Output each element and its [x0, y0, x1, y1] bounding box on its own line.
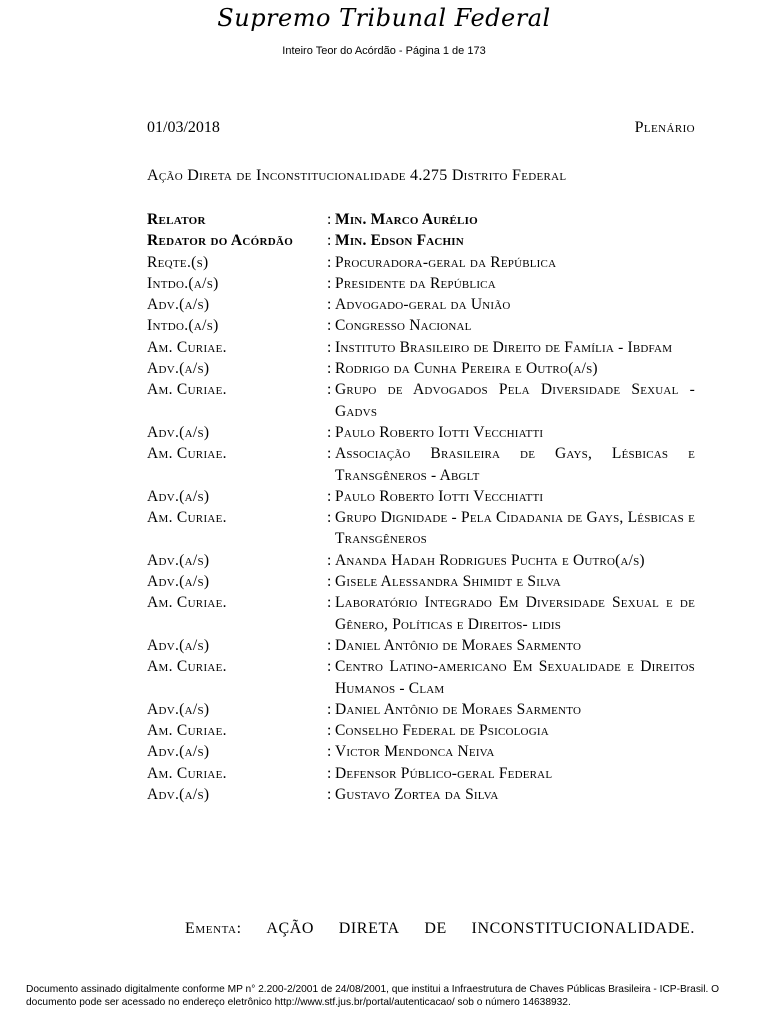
party-row — [147, 252, 695, 273]
party-separator: : — [327, 211, 332, 228]
party-role: Am. Curiae. — [147, 381, 227, 399]
footer-line: Documento assinado digitalmente conforme MP n° 2.200-2/2001 de 24/08/2001, que institui a Infraestrutura de Chaves Públicas Brasileira - ICP-Brasil. O — [26, 984, 720, 995]
party-role: Adv.(a/s) — [147, 700, 210, 718]
party-name: Victor Mendonca Neiva — [335, 743, 495, 761]
party-role: Adv.(a/s) — [147, 743, 210, 761]
party-row — [147, 294, 695, 315]
party-separator: : — [327, 786, 332, 804]
party-role: Am. Curiae. — [147, 764, 227, 782]
court-name-header: Supremo Tribunal Federal — [217, 4, 551, 32]
ementa-word: AÇÃO — [266, 920, 315, 937]
party-name: Conselho Federal de Psicologia — [335, 722, 549, 740]
party-separator: : — [327, 317, 332, 335]
party-row — [147, 358, 695, 379]
parties-list — [147, 209, 695, 805]
decision-date: 01/03/2018 — [147, 119, 220, 136]
party-role: Reqte.(s) — [147, 253, 209, 271]
party-name: Rodrigo da Cunha Pereira e Outro(a/s) — [335, 360, 598, 378]
party-role: Intdo.(a/s) — [147, 317, 219, 335]
party-separator: : — [327, 722, 332, 740]
party-separator: : — [327, 253, 332, 271]
page-info: Inteiro Teor do Acórdão - Página 1 de 173 — [282, 45, 486, 57]
party-name: Centro Latino-americano Em Sexualidade e Direitos Humanos - Clam — [335, 658, 695, 697]
party-role: Am. Curiae. — [147, 338, 227, 356]
party-name: Grupo Dignidade - Pela Cidadania de Gays, Lésbicas e Transgêneros — [335, 509, 695, 548]
party-separator: : — [327, 487, 332, 505]
party-name: Instituto Brasileiro de Direito de Família - Ibdfam — [335, 338, 673, 356]
party-separator: : — [327, 381, 332, 399]
party-name: Procuradora-geral da República — [335, 253, 557, 271]
party-name: Associação Brasileira de Gays, Lésbicas e Transgêneros - Abglt — [335, 445, 695, 484]
party-row — [147, 656, 695, 699]
party-separator: : — [327, 274, 332, 292]
footer-line: documento pode ser acessado no endereço eletrônico http://www.stf.jus.br/portal/autenticacao/ sob o número 14638932. — [26, 997, 571, 1008]
ementa-word: DE — [424, 920, 447, 937]
party-name: Paulo Roberto Iotti Vecchiatti — [335, 487, 544, 505]
party-separator: : — [327, 700, 332, 718]
ementa-label: Ementa: — [185, 920, 242, 937]
party-role: Adv.(a/s) — [147, 423, 210, 441]
party-row — [147, 337, 695, 358]
party-name: Congresso Nacional — [335, 317, 472, 335]
party-name: Min. Edson Fachin — [335, 232, 464, 250]
party-separator: : — [327, 658, 332, 676]
party-name: Paulo Roberto Iotti Vecchiatti — [335, 423, 544, 441]
party-role: Adv.(a/s) — [147, 360, 210, 378]
party-row — [147, 571, 695, 592]
party-row — [147, 422, 695, 443]
party-row — [147, 486, 695, 507]
party-name: Laboratório Integrado Em Diversidade Sexual e de Gênero, Políticas e Direitos- lidis — [335, 594, 695, 633]
party-role: Adv.(a/s) — [147, 573, 210, 591]
party-row — [147, 763, 695, 784]
party-name: Daniel Antônio de Moraes Sarmento — [335, 700, 582, 718]
party-separator: : — [327, 296, 332, 314]
party-row — [147, 507, 695, 550]
party-row — [147, 592, 695, 635]
party-row — [147, 230, 695, 251]
party-name: Grupo de Advogados Pela Diversidade Sexual - Gadvs — [335, 381, 695, 420]
party-separator: : — [327, 764, 332, 782]
party-row — [147, 209, 695, 230]
party-role: Redator do Acórdão — [147, 232, 294, 250]
party-separator: : — [327, 360, 332, 378]
party-separator: : — [327, 551, 332, 569]
party-separator: : — [327, 594, 332, 612]
party-role: Am. Curiae. — [147, 509, 227, 527]
party-name: Ananda Hadah Rodrigues Puchta e Outro(a/s) — [335, 551, 645, 569]
party-role: Adv.(a/s) — [147, 551, 210, 569]
ementa-word: INCONSTITUCIONALIDADE. — [471, 920, 695, 937]
party-row — [147, 784, 695, 805]
party-role: Am. Curiae. — [147, 722, 227, 740]
party-separator: : — [327, 509, 332, 527]
case-title: Ação Direta de Inconstitucionalidade 4.275 Distrito Federal — [147, 167, 567, 184]
ementa-word: DIRETA — [338, 920, 400, 937]
party-role: Adv.(a/s) — [147, 786, 210, 804]
party-role: Am. Curiae. — [147, 594, 227, 612]
party-name: Min. Marco Aurélio — [335, 211, 478, 228]
party-row — [147, 379, 695, 422]
party-name: Presidente da República — [335, 274, 496, 292]
party-row — [147, 741, 695, 762]
party-role: Relator — [147, 211, 206, 228]
party-separator: : — [327, 423, 332, 441]
party-role: Am. Curiae. — [147, 658, 227, 676]
party-separator: : — [327, 636, 332, 654]
party-row — [147, 315, 695, 336]
party-separator: : — [327, 573, 332, 591]
party-row — [147, 699, 695, 720]
party-role: Am. Curiae. — [147, 445, 227, 463]
party-role: Intdo.(a/s) — [147, 274, 219, 292]
party-role: Adv.(a/s) — [147, 487, 210, 505]
party-separator: : — [327, 232, 332, 250]
party-separator: : — [327, 338, 332, 356]
party-name: Daniel Antônio de Moraes Sarmento — [335, 636, 582, 654]
party-name: Defensor Público-geral Federal — [335, 764, 553, 782]
party-name: Gisele Alessandra Shimidt e Silva — [335, 573, 561, 591]
party-separator: : — [327, 445, 332, 463]
party-row — [147, 550, 695, 571]
session-label: Plenário — [634, 119, 695, 136]
signature-footer — [26, 983, 746, 1009]
party-name: Gustavo Zortea da Silva — [335, 786, 499, 804]
party-name: Advogado-geral da União — [335, 296, 511, 314]
party-row — [147, 720, 695, 741]
party-row — [147, 635, 695, 656]
party-row — [147, 443, 695, 486]
party-separator: : — [327, 743, 332, 761]
party-role: Adv.(a/s) — [147, 636, 210, 654]
party-role: Adv.(a/s) — [147, 296, 210, 314]
party-row — [147, 273, 695, 294]
ementa-line — [185, 920, 695, 938]
